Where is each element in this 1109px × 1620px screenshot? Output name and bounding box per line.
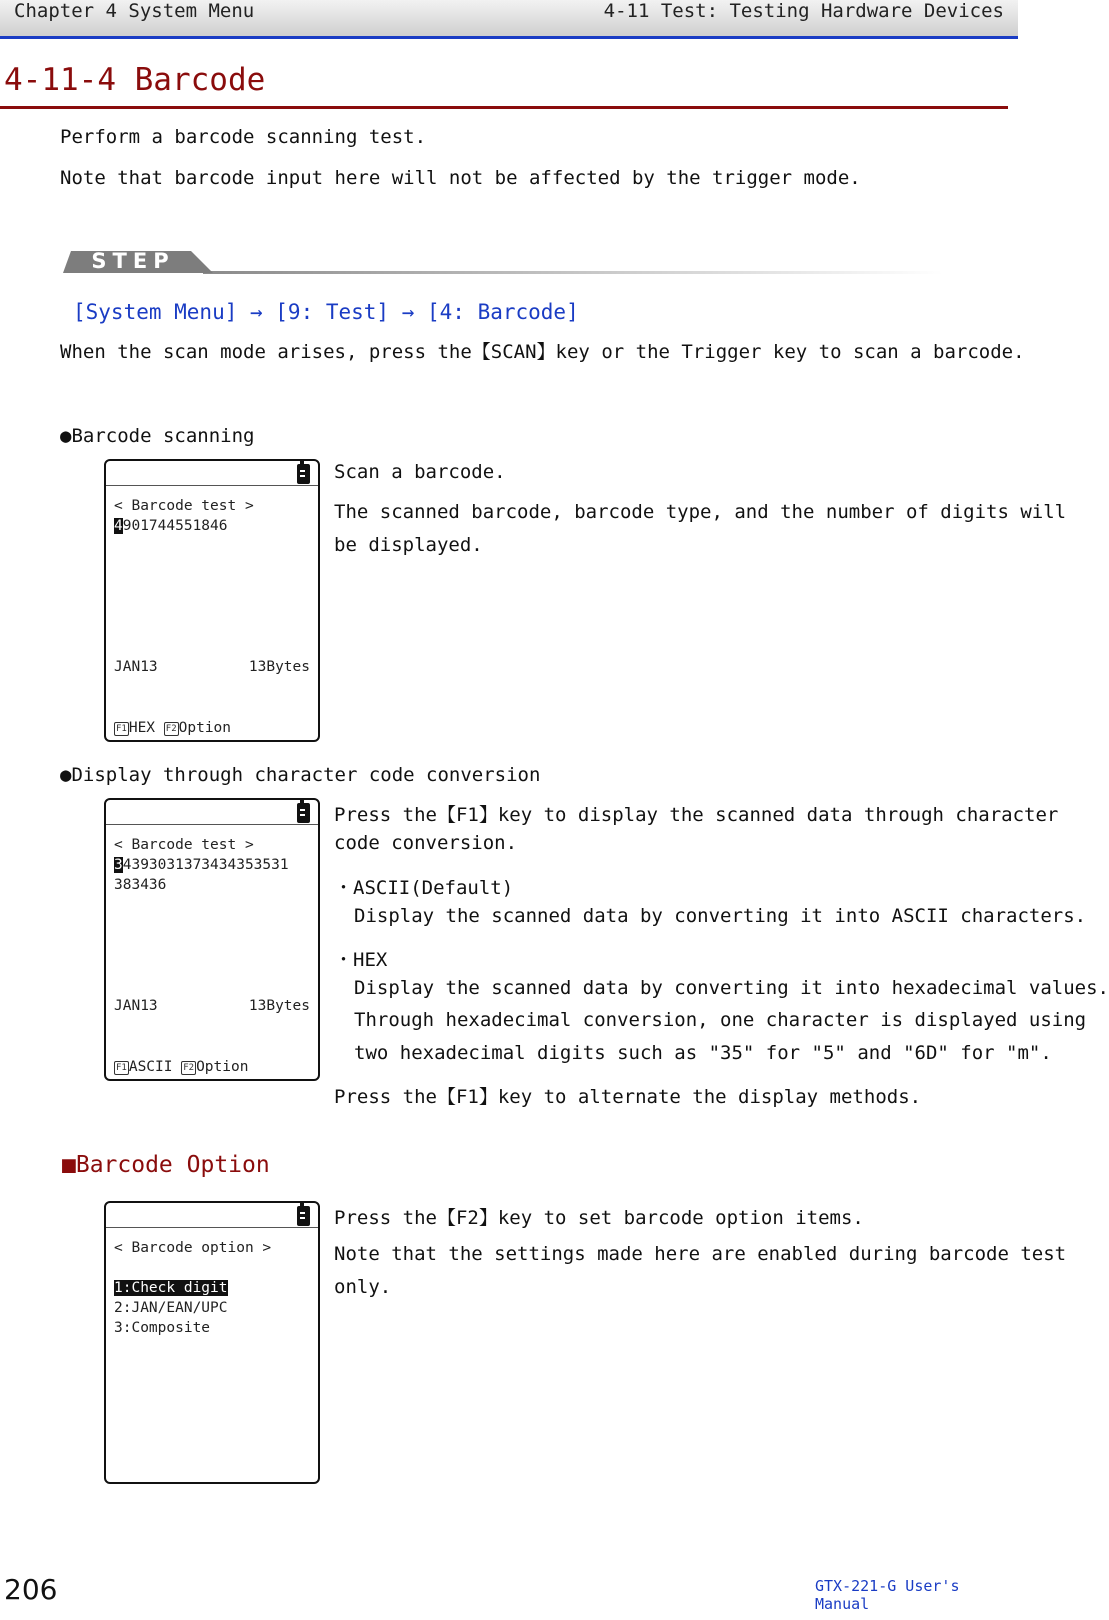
step-instruction: When the scan mode arises, press the【SCAN】key or the Trigger key to scan a barcode. bbox=[60, 341, 1025, 363]
step-banner bbox=[63, 251, 943, 281]
screen-status-bar bbox=[106, 1203, 318, 1228]
conversion-ascii-desc: Display the scanned data by converting it into ASCII characters. bbox=[354, 905, 1087, 927]
section-heading-scanning: ●Barcode scanning bbox=[60, 425, 255, 447]
screen-status-bar bbox=[106, 461, 318, 486]
intro-line-2: Note that barcode input here will not be affected by the trigger mode. bbox=[60, 167, 861, 189]
scanned-data-rest: 901744551846 bbox=[122, 518, 228, 534]
converted-data-rest: 4393031373434353531 bbox=[122, 857, 289, 873]
conversion-hex-desc-3: two hexadecimal digits such as "35" for "5" and "6D" for "m". bbox=[354, 1042, 1052, 1064]
f2-key-icon: F2 bbox=[183, 1063, 195, 1073]
f1-key-icon: F1 bbox=[116, 1063, 127, 1073]
screen-title: < Barcode option > bbox=[114, 1240, 272, 1256]
header-section: 4-11 Test: Testing Hardware Devices bbox=[603, 0, 1004, 22]
option-text-3: only. bbox=[334, 1276, 392, 1298]
f2-key-icon: F2 bbox=[165, 724, 177, 734]
barcode-bytes: 13Bytes bbox=[248, 659, 310, 675]
text-cursor: 3 bbox=[114, 857, 123, 873]
f2-label: Option bbox=[178, 720, 232, 736]
f1-key-icon: F1 bbox=[116, 724, 127, 734]
device-screen-option bbox=[104, 1201, 320, 1484]
f1-label: ASCII bbox=[128, 1059, 173, 1075]
page-number: 206 bbox=[4, 1573, 58, 1606]
intro-line-1: Perform a barcode scanning test. bbox=[60, 126, 427, 148]
barcode-type: JAN13 bbox=[114, 998, 158, 1014]
battery-icon bbox=[297, 1206, 310, 1226]
function-key-row bbox=[114, 719, 231, 737]
option-item-jan-ean-upc: 2:JAN/EAN/UPC bbox=[114, 1300, 228, 1316]
conversion-text-alternate: Press the【F1】key to alternate the display methods. bbox=[334, 1086, 922, 1108]
section-heading-conversion: ●Display through character code conversion bbox=[60, 764, 541, 786]
conversion-hex-desc-2: Through hexadecimal conversion, one character is displayed using bbox=[354, 1009, 1087, 1031]
conversion-hex-title: ・HEX bbox=[334, 949, 388, 971]
scanned-data bbox=[114, 517, 228, 535]
barcode-bytes: 13Bytes bbox=[248, 998, 310, 1014]
barcode-type: JAN13 bbox=[114, 659, 158, 675]
converted-data-line-1 bbox=[114, 856, 289, 874]
f2-label: Option bbox=[196, 1059, 249, 1075]
device-screen-conversion bbox=[104, 798, 320, 1081]
option-text-2: Note that the settings made here are enabled during barcode test bbox=[334, 1243, 1067, 1265]
header-chapter: Chapter 4 System Menu bbox=[14, 0, 255, 22]
conversion-text-1: Press the【F1】key to display the scanned data through character bbox=[334, 804, 1059, 826]
scanning-text-3: be displayed. bbox=[334, 534, 483, 556]
converted-data-line-2: 383436 bbox=[114, 877, 167, 893]
text-cursor: 4 bbox=[114, 518, 123, 534]
section-heading-option: ■Barcode Option bbox=[62, 1152, 270, 1178]
f1-label: HEX bbox=[128, 720, 156, 736]
manual-name: GTX-221-G User's Manual bbox=[815, 1577, 960, 1613]
screen-status-bar bbox=[106, 800, 318, 825]
step-label: STEP bbox=[91, 249, 175, 273]
option-item-composite: 3:Composite bbox=[114, 1320, 211, 1336]
scanning-text-2: The scanned barcode, barcode type, and the number of digits will bbox=[334, 501, 1067, 523]
conversion-hex-desc-1: Display the scanned data by converting it into hexadecimal values. bbox=[354, 977, 1109, 999]
title-rule bbox=[0, 106, 1008, 109]
screen-title: < Barcode test > bbox=[114, 498, 254, 514]
conversion-text-2: code conversion. bbox=[334, 832, 518, 854]
function-key-row bbox=[114, 1058, 248, 1076]
conversion-ascii-title: ・ASCII(Default) bbox=[334, 877, 514, 899]
menu-path: [System Menu] → [9: Test] → [4: Barcode] bbox=[73, 300, 579, 324]
battery-icon bbox=[297, 464, 310, 484]
screen-title: < Barcode test > bbox=[114, 837, 254, 853]
option-text-1: Press the【F2】key to set barcode option items. bbox=[334, 1207, 864, 1229]
device-screen-scanning bbox=[104, 459, 320, 742]
scanning-text-1: Scan a barcode. bbox=[334, 461, 506, 483]
option-item-check-digit: 1:Check digit bbox=[114, 1280, 228, 1296]
battery-icon bbox=[297, 803, 310, 823]
page-title: 4-11-4 Barcode bbox=[4, 62, 266, 98]
